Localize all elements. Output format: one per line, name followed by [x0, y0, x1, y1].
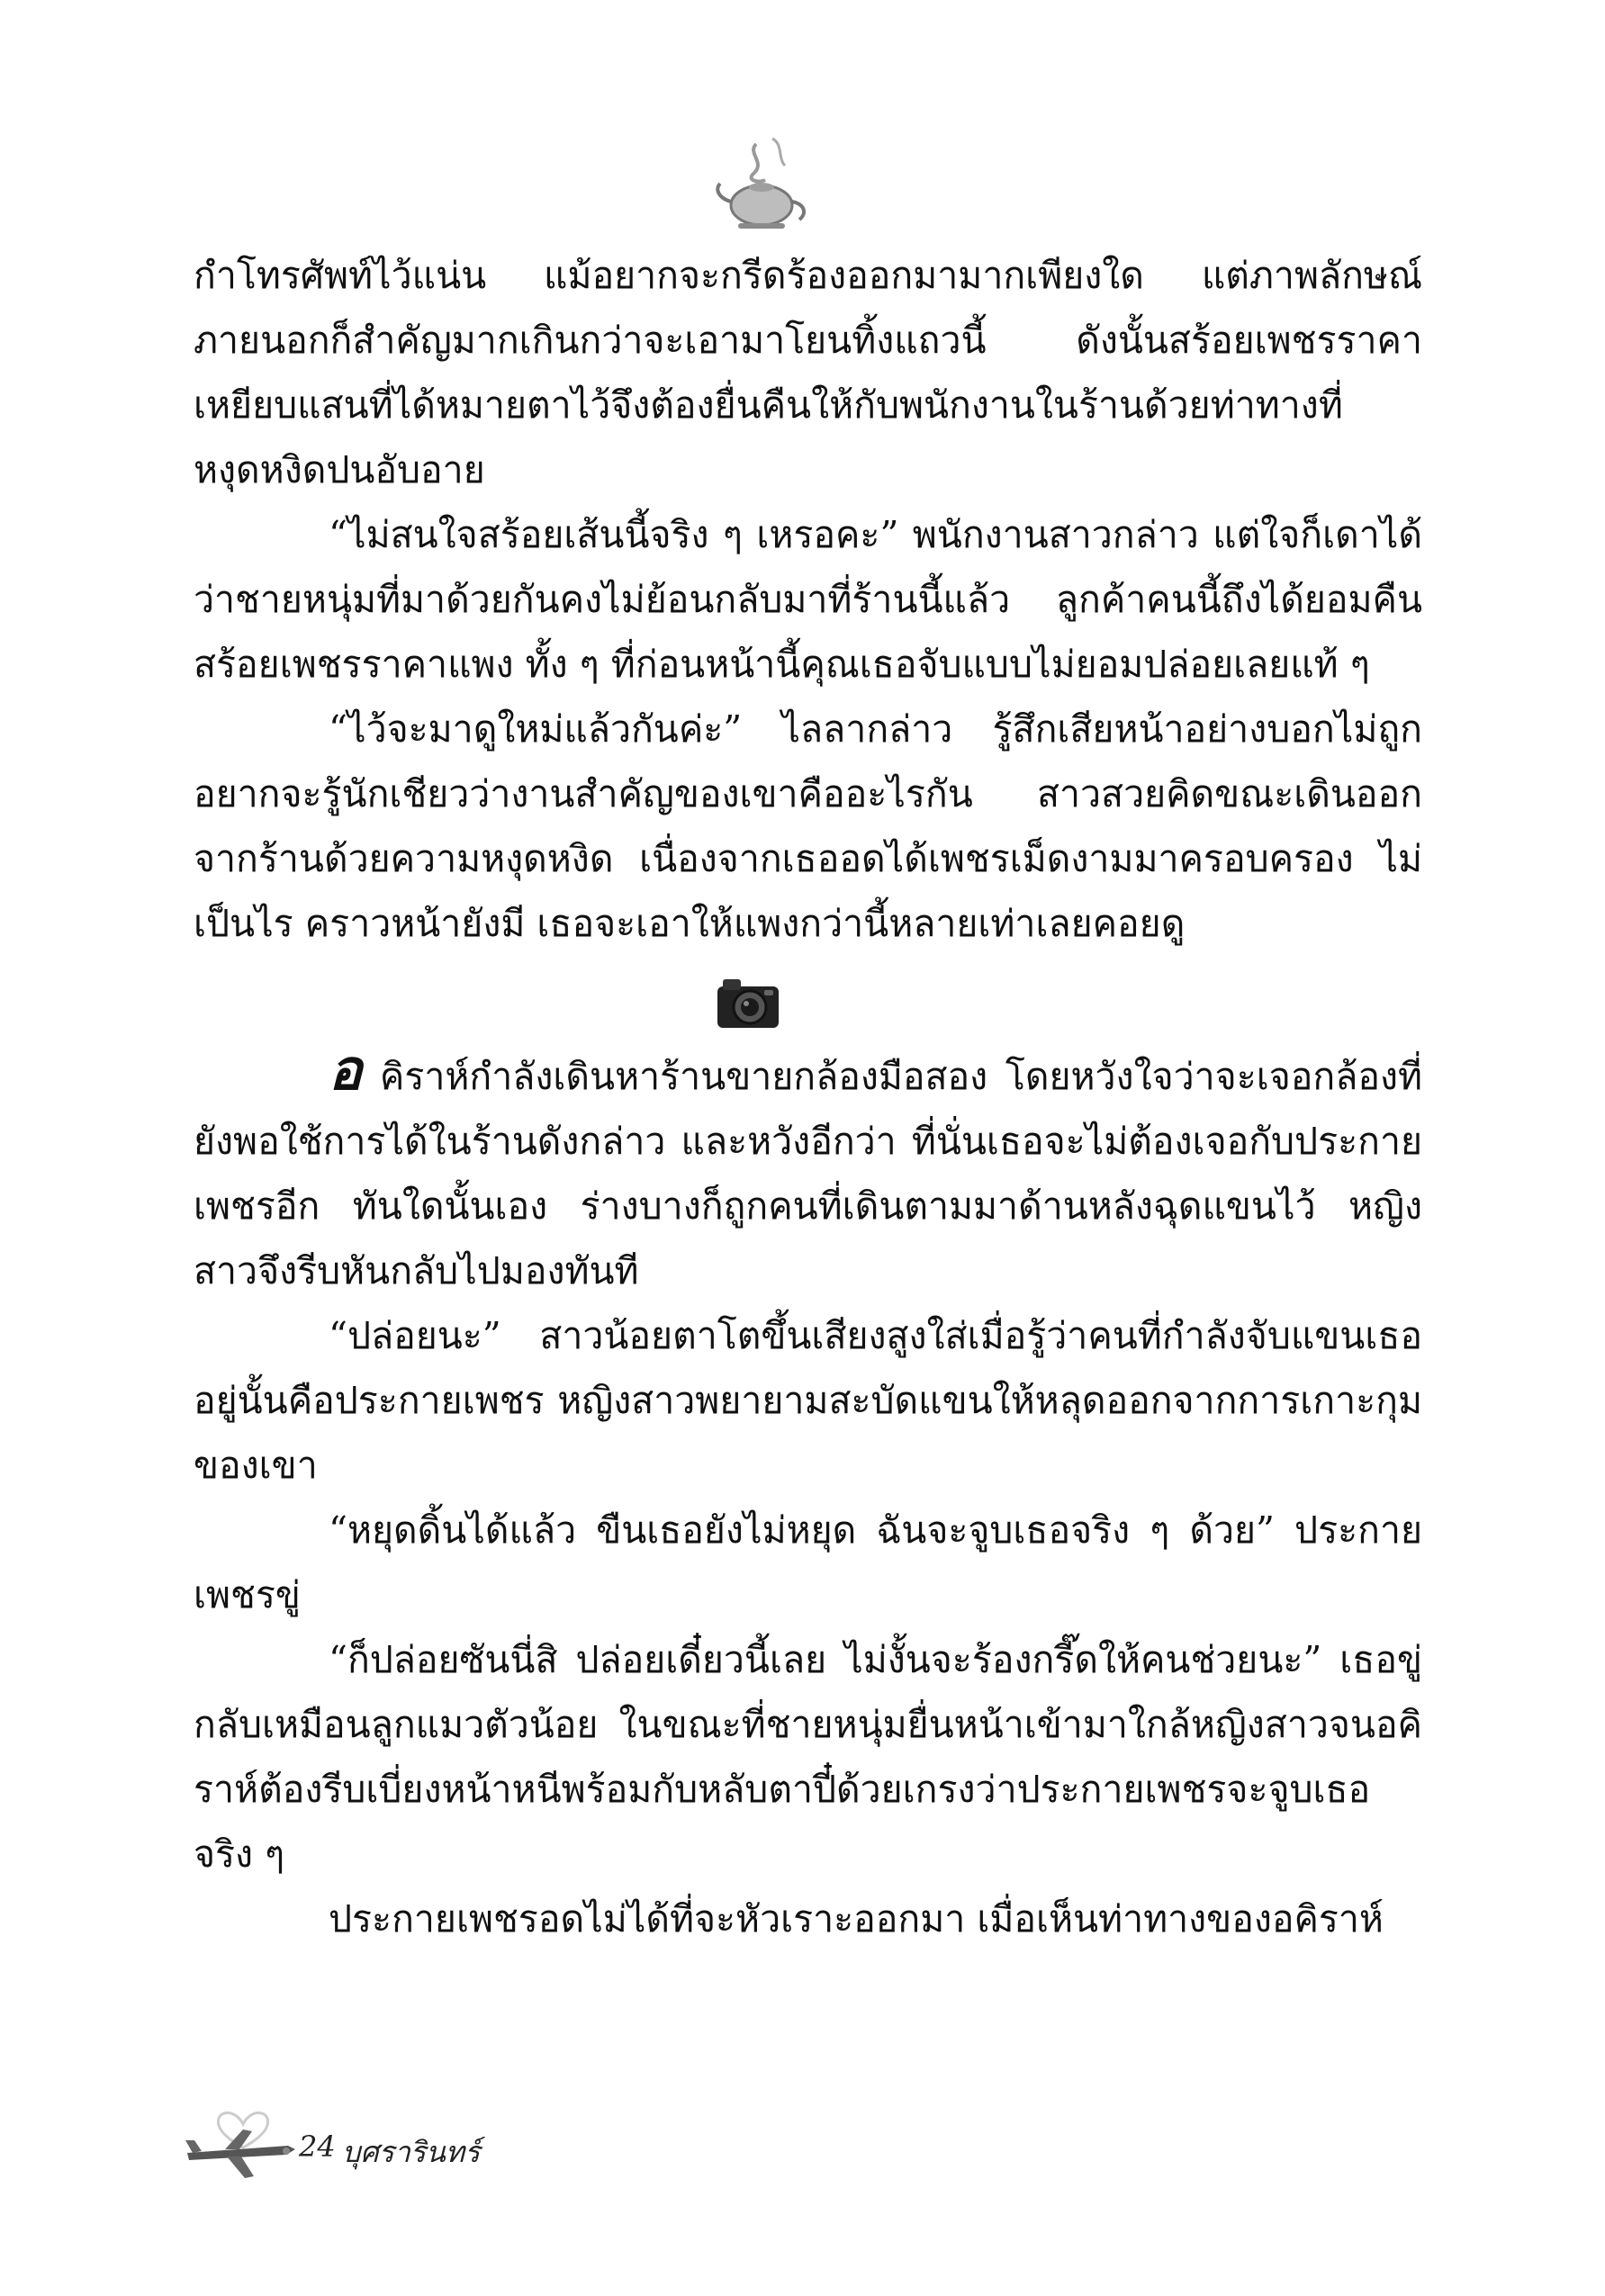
paragraphs-after-break — [194, 1303, 1422, 1951]
paragraph: “ไว้จะมาดูใหม่แล้วกันค่ะ” ไลลากล่าว รู้สึกเสียหน้าอย่างบอกไม่ถูก อยากจะรู้นักเชียวว่างานสำคัญของเขาคืออะไรกัน สาวสวยคิดขณะเดินออกจากร้านด้วยความหงุดหงิด เนื่องจากเธออดได้เพชรเม็ดงามมาครอบครอง ไม่เป็นไร คราวหน้ายังมี เธอจะเอาให้แพงกว่านี้หลายเท่าเลยคอยดู — [194, 707, 1422, 945]
page-footer — [180, 2097, 540, 2196]
section-break — [194, 963, 1422, 1039]
teapot-ornament-icon — [702, 126, 819, 243]
camera-icon — [714, 974, 782, 1031]
paragraph: “ก็ปล่อยซันนี่สิ ปล่อยเดี๋ยวนี้เลย ไม่งั้นจะร้องกรี๊ดให้คนช่วยนะ” เธอขู่กลับเหมือนลูกแมวตัวน้อย ในขณะที่ชายหนุ่มยื่นหน้าเข้ามาใกล้หญิงสาวจนอคิราห์ต้องรีบเบี่ยงหน้าหนีพร้อมกับหลับตาปี๋ด้วยเกรงว่าประกายเพชรจะจูบเธอจริง ๆ — [194, 1638, 1422, 1876]
paragraph: “ไม่สนใจสร้อยเส้นนี้จริง ๆ เหรอคะ” พนักงานสาวกล่าว แต่ใจก็เดาได้ว่าชายหนุ่มที่มาด้วยกันคงไม่ย้อนกลับมาที่ร้านนี้แล้ว ลูกค้าคนนี้ถึงได้ยอมคืนสร้อยเพชรราคาแพง ทั้ง ๆ ที่ก่อนหน้านี้คุณเธอจับแบบไม่ยอมปล่อยเลยแท้ ๆ — [194, 513, 1422, 686]
paragraphs-before-break — [194, 243, 1422, 956]
page-number: 24 — [299, 2129, 336, 2164]
airplane-heart-icon — [180, 2097, 306, 2187]
drop-cap-paragraph-text: คิราห์กำลังเดินหาร้านขายกล้องมือสอง โดยหวังใจว่าจะเจอกล้องที่ยังพอใช้การได้ในร้านดังกล่าว และหวังอีกว่า ที่นั่นเธอจะไม่ต้องเจอกับประกายเพชรอีก ทันใดนั้นเอง ร่างบางก็ถูกคนที่เดินตามมาด้านหลังฉุดแขนไว้ หญิงสาวจึงรีบหันกลับไปมองทันที — [194, 1055, 1422, 1292]
paragraph: ประกายเพชรอดไม่ได้ที่จะหัวเราะออกมา เมื่อเห็นท่าทางของอคิราห์ — [329, 1897, 1384, 1940]
paragraph: “ปล่อยนะ” สาวน้อยตาโตขึ้นเสียงสูงใส่เมื่อรู้ว่าคนที่กำลังจับแขนเธออยู่นั้นคือประกายเพชร หญิงสาวพยายามสะบัดแขนให้หลุดออกจากการเกาะกุมของเขา — [194, 1314, 1422, 1487]
paragraph: “หยุดดิ้นได้แล้ว ขืนเธอยังไม่หยุด ฉันจะจูบเธอจริง ๆ ด้วย” ประกายเพชรขู่ — [194, 1508, 1422, 1616]
body-text — [194, 243, 1422, 1951]
paragraph: กำโทรศัพท์ไว้แน่น แม้อยากจะกรีดร้องออกมามากเพียงใด แต่ภาพลักษณ์ภายนอกก็สำคัญมากเกินกว่าจะเอามาโยนทิ้งแถวนี้ ดังนั้นสร้อยเพชรราคาเหยียบแสนที่ได้หมายตาไว้จึงต้องยื่นคืนให้กับพนักงานในร้านด้วยท่าทางที่หงุดหงิดปนอับอาย — [194, 254, 1422, 491]
drop-cap: อ — [329, 1037, 363, 1103]
author-name: บุศรารินทร์ — [342, 2135, 481, 2169]
drop-cap-paragraph — [194, 1037, 1422, 1303]
